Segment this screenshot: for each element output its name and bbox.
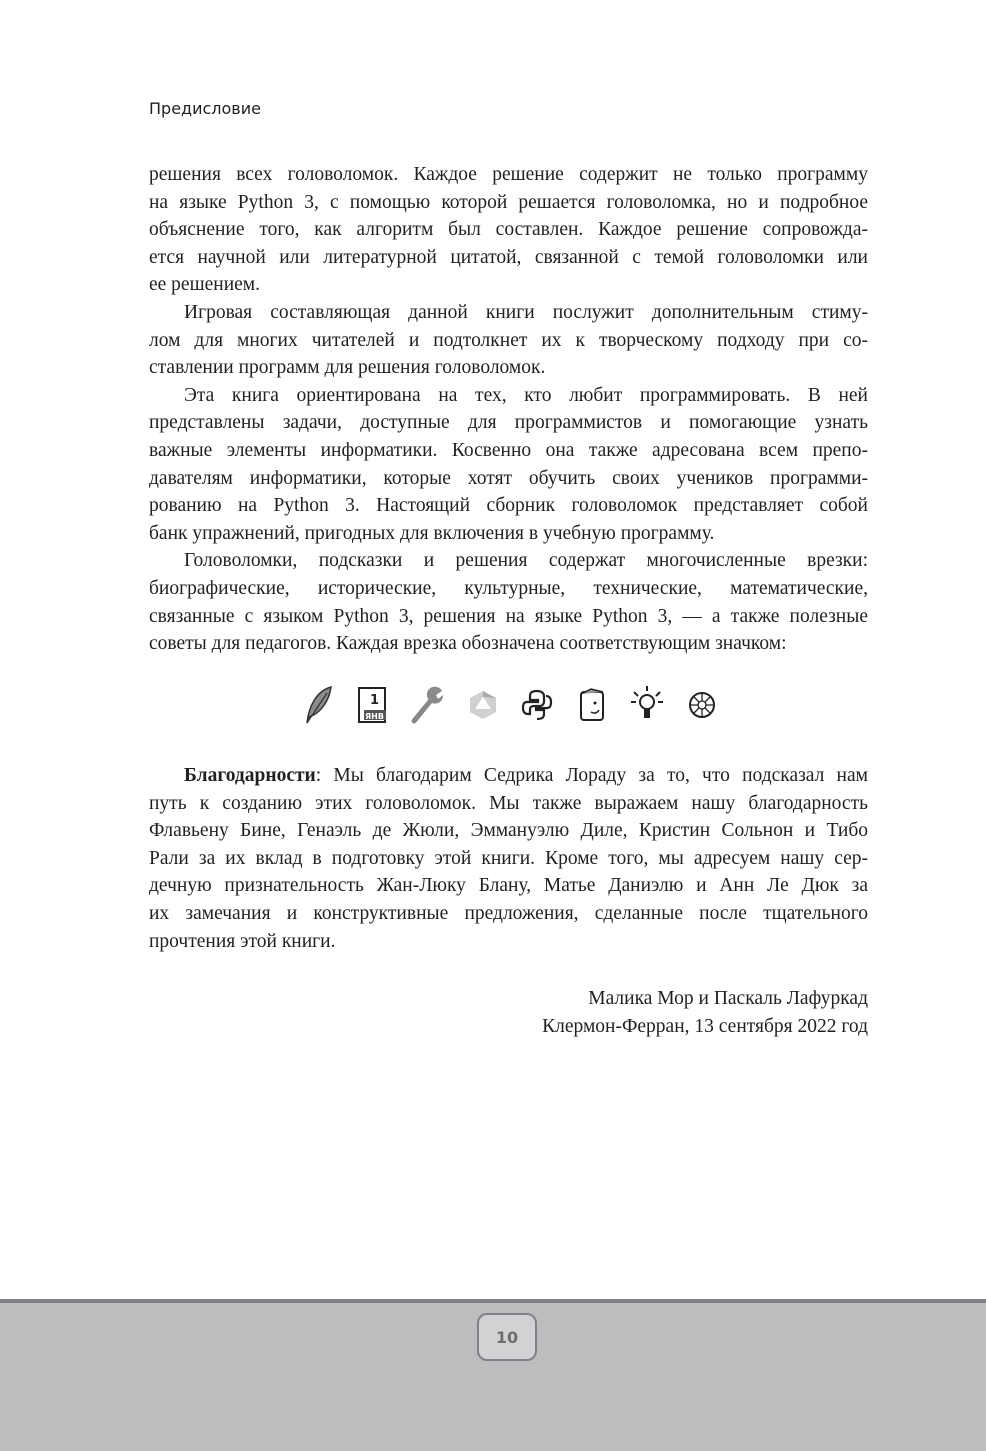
signature xyxy=(542,985,868,1040)
text-line: важные элементы информатики. Косвенно она также адресована всем препо- xyxy=(149,439,868,461)
signature-place-date: Клермон-Ферран, 13 сентября 2022 год xyxy=(542,1015,868,1037)
lightbulb-icon xyxy=(629,685,665,725)
text-line: давателям информатики, которые хотят обучить своих учеников программи- xyxy=(149,467,868,489)
wrench-icon xyxy=(410,685,446,725)
book-face-icon xyxy=(574,685,610,725)
svg-text:1: 1 xyxy=(369,693,379,708)
text-line: представлены задачи, доступные для программистов и помогающие узнать xyxy=(149,412,868,434)
text-line: ется научной или литературной цитатой, связанной с темой головоломки или xyxy=(149,246,868,268)
text-line: Игровая составляющая данной книги послужит дополнительным стиму- xyxy=(184,301,868,323)
calendar-icon xyxy=(355,685,391,725)
acknowledgements-first-line: Благодарности: Мы благодарим Седрика Лораду за то, что подсказал нам xyxy=(184,765,868,786)
text-line: прочтения этой книги. xyxy=(149,930,336,952)
text-line: ставлении программ для решения головоломок. xyxy=(149,357,546,379)
wheel-icon xyxy=(684,685,720,725)
text-line: решения всех головоломок. Каждое решение содержит не только программу xyxy=(149,164,868,185)
python-icon xyxy=(519,685,555,725)
text-line: Флавьену Бине, Генаэль де Жюли, Эммануэлю Диле, Кристин Сольнон и Тибо xyxy=(149,820,868,842)
signature-authors: Малика Мор и Паскаль Лафуркад xyxy=(588,988,868,1009)
page-number: 10 xyxy=(477,1313,537,1361)
svg-text:ЯНВ: ЯНВ xyxy=(364,712,384,721)
text-line: биографические, исторические, культурные, технические, математические, xyxy=(149,577,868,599)
text-line: Эта книга ориентирована на тех, кто любит программировать. В ней xyxy=(184,384,868,406)
acknowledgements xyxy=(149,762,868,955)
text-line: советы для педагогов. Каждая врезка обозначена соответствующим значком: xyxy=(149,633,787,655)
body-text xyxy=(149,161,868,658)
polyhedron-icon xyxy=(465,685,501,725)
text-line: лом для многих читателей и подтолкнет их к творческому подходу при со- xyxy=(149,329,868,351)
text-line: рованию на Python 3. Настоящий сборник головоломок представляет собой xyxy=(149,495,868,517)
text-line: Головоломки, подсказки и решения содержат многочисленные врезки: xyxy=(184,550,868,572)
text-line: связанные с языком Python 3, решения на языке Python 3, — а также полезные xyxy=(149,605,868,627)
text-line: Рали за их вклад в подготовку этой книги. Кроме того, мы адресуем нашу сер- xyxy=(149,847,868,869)
text-line: ее решением. xyxy=(149,274,261,296)
text-line: дечную признательность Жан-Люку Блану, Матье Даниэлю и Анн Ле Дюк за xyxy=(149,875,868,897)
text-line: на языке Python 3, с помощью которой решается головоломка, но и подробное xyxy=(149,191,868,213)
text-line: банк упражнений, пригодных для включения в учебную программу. xyxy=(149,522,715,544)
feather-icon xyxy=(300,685,336,725)
text-line: объяснение того, как алгоритм был составлен. Каждое решение сопровожда- xyxy=(149,219,868,241)
text-line: путь к созданию этих головоломок. Мы также выражаем нашу благодарность xyxy=(149,792,868,814)
acknowledgements-heading: Благодарности xyxy=(184,765,316,786)
running-header: Предисловие xyxy=(149,99,261,118)
text-line: их замечания и конструктивные предложения, сделанные после тщательного xyxy=(149,902,868,924)
sidebar-icons-row xyxy=(300,683,720,727)
